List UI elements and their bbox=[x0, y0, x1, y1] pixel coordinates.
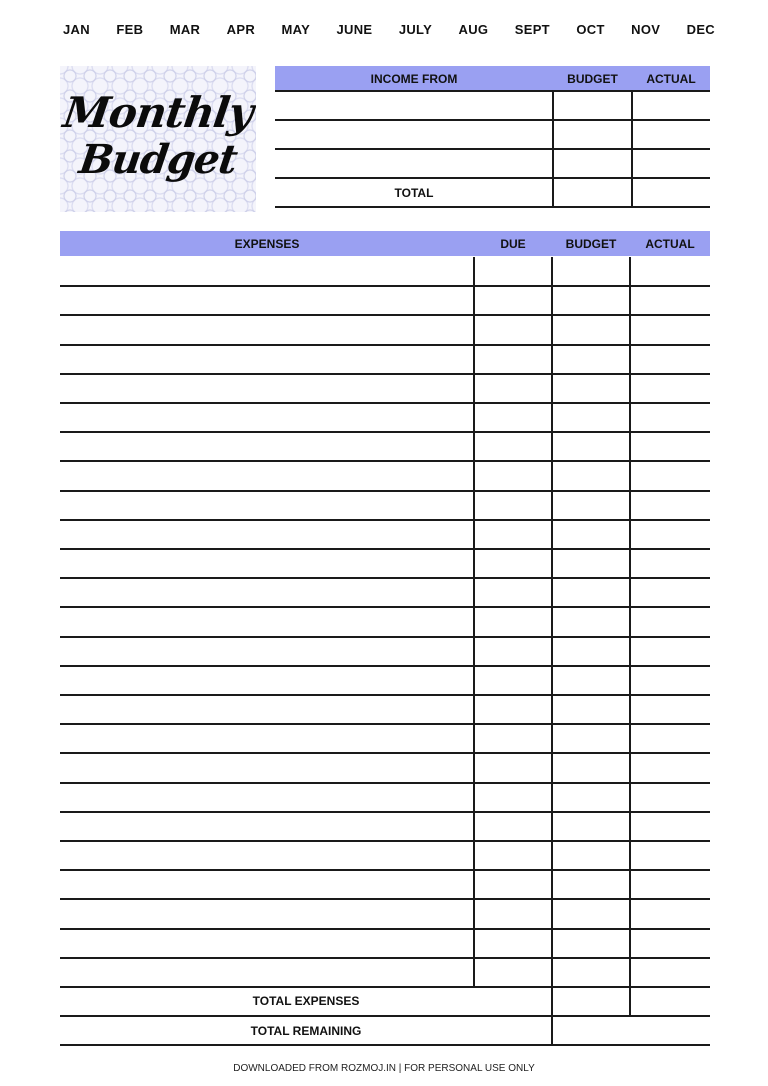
expense-name-cell[interactable] bbox=[60, 959, 472, 985]
expense-name-cell[interactable] bbox=[60, 462, 472, 488]
expense-name-cell[interactable] bbox=[60, 404, 472, 430]
income-source-cell[interactable] bbox=[275, 150, 552, 177]
expense-actual-cell[interactable] bbox=[631, 784, 710, 810]
expense-due-cell[interactable] bbox=[475, 754, 551, 780]
expense-due-cell[interactable] bbox=[475, 784, 551, 810]
expense-name-cell[interactable] bbox=[60, 871, 472, 897]
income-source-cell[interactable] bbox=[275, 92, 552, 119]
expense-actual-cell[interactable] bbox=[631, 433, 710, 459]
income-actual-cell[interactable] bbox=[633, 150, 710, 177]
expense-actual-cell[interactable] bbox=[631, 258, 710, 284]
expense-actual-cell[interactable] bbox=[631, 346, 710, 372]
expense-due-cell[interactable] bbox=[475, 638, 551, 664]
income-budget-cell[interactable] bbox=[554, 92, 631, 119]
income-budget-cell[interactable] bbox=[554, 121, 631, 148]
month-sept[interactable]: SEPT bbox=[514, 22, 550, 37]
expense-due-cell[interactable] bbox=[475, 579, 551, 605]
expense-due-cell[interactable] bbox=[475, 287, 551, 313]
expense-actual-cell[interactable] bbox=[631, 375, 710, 401]
month-aug[interactable]: AUG bbox=[458, 22, 489, 37]
expense-actual-cell[interactable] bbox=[631, 287, 710, 313]
total-expenses-budget-cell[interactable] bbox=[553, 988, 629, 1014]
expense-due-cell[interactable] bbox=[475, 667, 551, 693]
expense-budget-cell[interactable] bbox=[553, 346, 629, 372]
expense-actual-cell[interactable] bbox=[631, 754, 710, 780]
total-expenses-actual-cell[interactable] bbox=[631, 988, 710, 1014]
income-rule bbox=[275, 206, 710, 208]
monthly-budget-logo bbox=[60, 66, 256, 212]
expense-name-cell[interactable] bbox=[60, 813, 472, 839]
expense-budget-cell[interactable] bbox=[553, 784, 629, 810]
expense-due-cell[interactable] bbox=[475, 842, 551, 868]
expense-actual-cell[interactable] bbox=[631, 871, 710, 897]
expense-due-cell[interactable] bbox=[475, 550, 551, 576]
logo-line-2: Budget bbox=[76, 136, 240, 183]
expense-actual-cell[interactable] bbox=[631, 842, 710, 868]
expense-name-cell[interactable] bbox=[60, 375, 472, 401]
expense-name-cell[interactable] bbox=[60, 754, 472, 780]
expense-budget-cell[interactable] bbox=[553, 608, 629, 634]
income-budget-header: BUDGET bbox=[567, 71, 618, 86]
expense-due-cell[interactable] bbox=[475, 959, 551, 985]
expense-budget-cell[interactable] bbox=[553, 462, 629, 488]
expense-name-cell[interactable] bbox=[60, 667, 472, 693]
month-feb[interactable]: FEB bbox=[116, 22, 144, 37]
month-mar[interactable]: MAR bbox=[169, 22, 201, 37]
expense-due-cell[interactable] bbox=[475, 521, 551, 547]
total-expenses-label: TOTAL EXPENSES bbox=[252, 994, 360, 1008]
expense-due-cell[interactable] bbox=[475, 433, 551, 459]
expense-actual-cell[interactable] bbox=[631, 900, 710, 926]
expense-budget-cell[interactable] bbox=[553, 550, 629, 576]
month-jan[interactable]: JAN bbox=[63, 22, 90, 37]
expense-name-cell[interactable] bbox=[60, 287, 472, 313]
expense-due-cell[interactable] bbox=[475, 696, 551, 722]
income-source-cell[interactable] bbox=[275, 121, 552, 148]
expense-name-cell[interactable] bbox=[60, 521, 472, 547]
expense-actual-cell[interactable] bbox=[631, 492, 710, 518]
expense-due-cell[interactable] bbox=[475, 316, 551, 342]
month-may[interactable]: MAY bbox=[281, 22, 311, 37]
expense-due-cell[interactable] bbox=[475, 404, 551, 430]
expense-actual-cell[interactable] bbox=[631, 608, 710, 634]
income-actual-header: ACTUAL bbox=[646, 71, 696, 86]
expense-name-cell[interactable] bbox=[60, 842, 472, 868]
expense-name-cell[interactable] bbox=[60, 579, 472, 605]
month-apr[interactable]: APR bbox=[226, 22, 256, 37]
month-nov[interactable]: NOV bbox=[631, 22, 661, 37]
expenses-budget-header: BUDGET bbox=[565, 236, 617, 251]
expense-due-cell[interactable] bbox=[475, 725, 551, 751]
expense-budget-cell[interactable] bbox=[553, 725, 629, 751]
expense-budget-cell[interactable] bbox=[553, 930, 629, 956]
expense-budget-cell[interactable] bbox=[553, 638, 629, 664]
expenses-due-header: DUE bbox=[500, 236, 526, 251]
expense-budget-cell[interactable] bbox=[553, 404, 629, 430]
expense-rule bbox=[60, 1044, 710, 1046]
income-total-label: TOTAL bbox=[394, 186, 434, 200]
expense-due-cell[interactable] bbox=[475, 462, 551, 488]
expense-budget-cell[interactable] bbox=[553, 696, 629, 722]
expense-name-cell[interactable] bbox=[60, 725, 472, 751]
expense-budget-cell[interactable] bbox=[553, 521, 629, 547]
expense-budget-cell[interactable] bbox=[553, 287, 629, 313]
expense-actual-cell[interactable] bbox=[631, 930, 710, 956]
footer-note: DOWNLOADED FROM ROZMOJ.IN | FOR PERSONAL USE ONLY bbox=[233, 1063, 535, 1074]
expense-due-cell[interactable] bbox=[475, 346, 551, 372]
expense-actual-cell[interactable] bbox=[631, 638, 710, 664]
expense-actual-cell[interactable] bbox=[631, 404, 710, 430]
month-selector bbox=[55, 20, 723, 39]
income-from-header: INCOME FROM bbox=[370, 71, 458, 86]
expense-actual-cell[interactable] bbox=[631, 550, 710, 576]
month-june[interactable]: JUNE bbox=[336, 22, 373, 37]
expense-actual-cell[interactable] bbox=[631, 316, 710, 342]
income-actual-cell[interactable] bbox=[633, 92, 710, 119]
expense-budget-cell[interactable] bbox=[553, 959, 629, 985]
expense-actual-cell[interactable] bbox=[631, 725, 710, 751]
expense-budget-cell[interactable] bbox=[553, 667, 629, 693]
expense-actual-cell[interactable] bbox=[631, 521, 710, 547]
month-july[interactable]: JULY bbox=[398, 22, 433, 37]
expense-actual-cell[interactable] bbox=[631, 667, 710, 693]
expense-name-cell[interactable] bbox=[60, 900, 472, 926]
expense-due-cell[interactable] bbox=[475, 375, 551, 401]
month-oct[interactable]: OCT bbox=[576, 22, 605, 37]
total-remaining-label: TOTAL REMAINING bbox=[250, 1024, 362, 1038]
expense-name-cell[interactable] bbox=[60, 638, 472, 664]
expense-name-cell[interactable] bbox=[60, 930, 472, 956]
expense-due-cell[interactable] bbox=[475, 492, 551, 518]
expense-name-cell[interactable] bbox=[60, 346, 472, 372]
income-budget-cell[interactable] bbox=[554, 150, 631, 177]
total-remaining-value-cell[interactable] bbox=[553, 1017, 710, 1043]
month-dec[interactable]: DEC bbox=[686, 22, 715, 37]
expense-budget-cell[interactable] bbox=[553, 375, 629, 401]
expenses-actual-header: ACTUAL bbox=[645, 236, 695, 251]
logo-line-1: Monthly bbox=[60, 88, 256, 137]
expense-name-cell[interactable] bbox=[60, 608, 472, 634]
expense-name-cell[interactable] bbox=[60, 316, 472, 342]
expense-budget-cell[interactable] bbox=[553, 842, 629, 868]
expense-due-cell[interactable] bbox=[475, 608, 551, 634]
expense-budget-cell[interactable] bbox=[553, 316, 629, 342]
expense-name-cell[interactable] bbox=[60, 492, 472, 518]
expense-actual-cell[interactable] bbox=[631, 959, 710, 985]
expense-budget-cell[interactable] bbox=[553, 871, 629, 897]
expense-name-cell[interactable] bbox=[60, 258, 472, 284]
expense-due-cell[interactable] bbox=[475, 871, 551, 897]
income-header bbox=[275, 66, 710, 91]
expense-name-cell[interactable] bbox=[60, 696, 472, 722]
expense-due-cell[interactable] bbox=[475, 930, 551, 956]
expense-budget-cell[interactable] bbox=[553, 900, 629, 926]
expense-due-cell[interactable] bbox=[475, 813, 551, 839]
expense-due-cell[interactable] bbox=[475, 258, 551, 284]
expense-budget-cell[interactable] bbox=[553, 813, 629, 839]
expense-due-cell[interactable] bbox=[475, 900, 551, 926]
expense-name-cell[interactable] bbox=[60, 784, 472, 810]
income-total-budget-cell[interactable] bbox=[554, 179, 631, 206]
expense-budget-cell[interactable] bbox=[553, 579, 629, 605]
expense-name-cell[interactable] bbox=[60, 550, 472, 576]
expense-actual-cell[interactable] bbox=[631, 579, 710, 605]
expense-budget-cell[interactable] bbox=[553, 492, 629, 518]
expenses-header bbox=[60, 231, 710, 256]
expenses-name-header: EXPENSES bbox=[234, 236, 300, 251]
expense-actual-cell[interactable] bbox=[631, 462, 710, 488]
expense-budget-cell[interactable] bbox=[553, 433, 629, 459]
expense-budget-cell[interactable] bbox=[553, 754, 629, 780]
expense-name-cell[interactable] bbox=[60, 433, 472, 459]
income-actual-cell[interactable] bbox=[633, 121, 710, 148]
expense-actual-cell[interactable] bbox=[631, 813, 710, 839]
income-total-actual-cell[interactable] bbox=[633, 179, 710, 206]
expense-actual-cell[interactable] bbox=[631, 696, 710, 722]
expense-budget-cell[interactable] bbox=[553, 258, 629, 284]
